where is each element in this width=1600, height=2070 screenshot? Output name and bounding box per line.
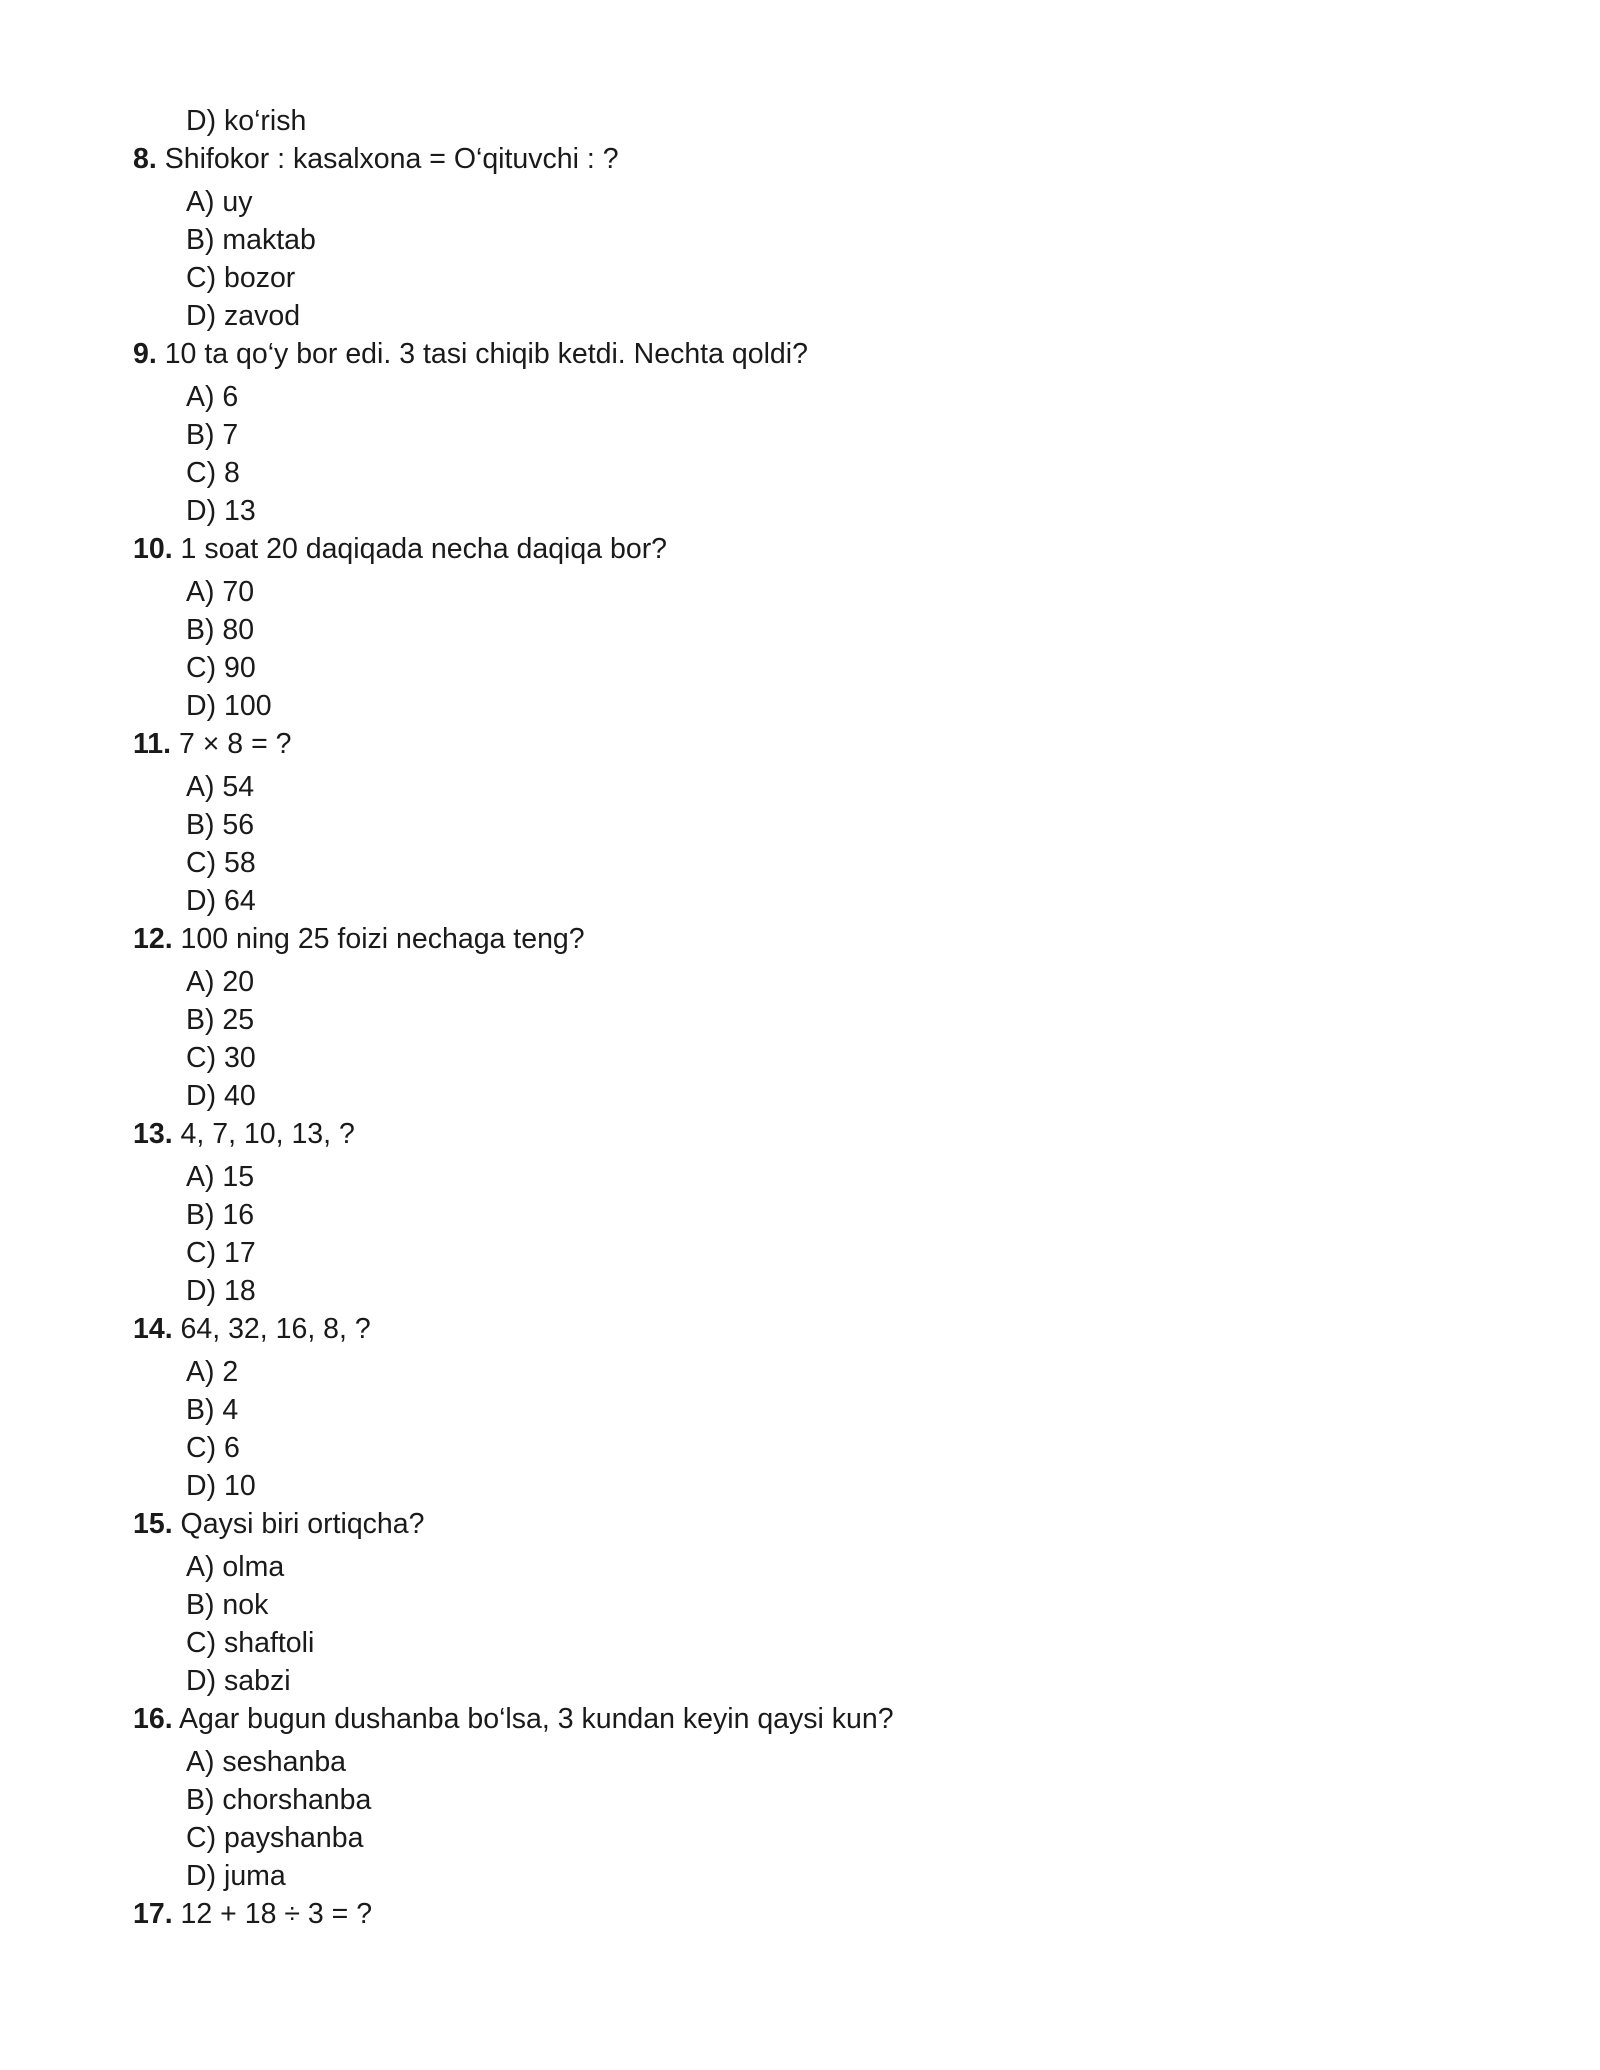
document-page xyxy=(0,102,1600,1938)
option-item: B) 25 xyxy=(186,1004,255,1036)
option-item: B) nok xyxy=(186,1589,269,1621)
question-prompt: 10 ta qo‘y bor edi. 3 tasi chiqib ketdi. Nechta qoldi? xyxy=(164,338,808,370)
question-block xyxy=(0,1700,1600,1895)
option-item: A) 54 xyxy=(186,771,255,803)
option-item: B) 56 xyxy=(186,809,255,841)
option-item: B) 80 xyxy=(186,614,255,646)
option-item: B) 7 xyxy=(186,419,239,451)
question-prompt: Shifokor : kasalxona = O‘qituvchi : ? xyxy=(164,143,619,175)
option-item: D) 10 xyxy=(186,1470,256,1502)
question-text xyxy=(0,920,1600,958)
question-prompt: Qaysi biri ortiqcha? xyxy=(180,1508,425,1540)
option-item: A) olma xyxy=(186,1551,285,1583)
question-number: 9. xyxy=(133,338,157,370)
option-item: C) 30 xyxy=(186,1042,256,1074)
option-item: A) 70 xyxy=(186,576,255,608)
option-item: B) chorshanba xyxy=(186,1784,372,1816)
question-prompt: 4, 7, 10, 13, ? xyxy=(180,1118,355,1150)
question-number: 11. xyxy=(133,728,172,760)
question-block xyxy=(0,530,1600,725)
option-list xyxy=(0,963,1600,1115)
option-list xyxy=(0,768,1600,920)
option-list xyxy=(0,183,1600,335)
question-prompt: 64, 32, 16, 8, ? xyxy=(180,1313,371,1345)
question-number: 17. xyxy=(133,1898,173,1930)
question-number: 16. xyxy=(133,1703,173,1735)
option-item: A) 2 xyxy=(186,1356,239,1388)
question-block xyxy=(0,920,1600,1115)
option-item: C) 8 xyxy=(186,457,240,489)
option-item: A) 15 xyxy=(186,1161,255,1193)
option-item: C) payshanba xyxy=(186,1822,364,1854)
question-number: 13. xyxy=(133,1118,173,1150)
question-block xyxy=(0,1895,1600,1933)
option-item: D) juma xyxy=(186,1860,286,1892)
question-text xyxy=(0,140,1600,178)
option-item: D) ko‘rish xyxy=(186,105,307,137)
question-text xyxy=(0,335,1600,373)
question-text xyxy=(0,1700,1600,1738)
question-block xyxy=(0,725,1600,920)
question-text xyxy=(0,1310,1600,1348)
option-item: C) 90 xyxy=(186,652,256,684)
question-text xyxy=(0,725,1600,763)
option-item: D) 13 xyxy=(186,495,256,527)
question-list xyxy=(0,140,1600,1933)
option-item: C) bozor xyxy=(186,262,296,294)
question-block xyxy=(0,335,1600,530)
option-item: A) 6 xyxy=(186,381,239,413)
option-item: D) 100 xyxy=(186,690,272,722)
question-prompt: Agar bugun dushanba bo‘lsa, 3 kundan keyin qaysi kun? xyxy=(178,1703,894,1735)
option-item: C) 58 xyxy=(186,847,256,879)
option-list xyxy=(0,573,1600,725)
question-number: 10. xyxy=(133,533,173,565)
option-item: C) 6 xyxy=(186,1432,240,1464)
option-item: D) zavod xyxy=(186,300,301,332)
option-item: B) 16 xyxy=(186,1199,255,1231)
question-number: 12. xyxy=(133,923,173,955)
option-list xyxy=(0,1158,1600,1310)
question-text xyxy=(0,1505,1600,1543)
option-item: A) uy xyxy=(186,186,253,218)
question-number: 15. xyxy=(133,1508,173,1540)
question-block xyxy=(0,1505,1600,1700)
option-item: A) 20 xyxy=(186,966,255,998)
question-text xyxy=(0,530,1600,568)
option-item: C) shaftoli xyxy=(186,1627,315,1659)
option-item: A) seshanba xyxy=(186,1746,347,1778)
option-list xyxy=(0,1548,1600,1700)
option-item: B) maktab xyxy=(186,224,316,256)
option-item: D) 40 xyxy=(186,1080,256,1112)
question-number: 8. xyxy=(133,143,157,175)
option-item: B) 4 xyxy=(186,1394,239,1426)
option-list xyxy=(0,1743,1600,1895)
option-item: C) 17 xyxy=(186,1237,256,1269)
question-prompt: 12 + 18 ÷ 3 = ? xyxy=(180,1898,373,1930)
option-item: D) 64 xyxy=(186,885,256,917)
option-item: D) 18 xyxy=(186,1275,256,1307)
question-block xyxy=(0,140,1600,335)
question-text xyxy=(0,1895,1600,1933)
question-block xyxy=(0,1310,1600,1505)
question-number: 14. xyxy=(133,1313,173,1345)
question-prompt: 1 soat 20 daqiqada necha daqiqa bor? xyxy=(180,533,668,565)
option-list xyxy=(0,378,1600,530)
option-item: D) sabzi xyxy=(186,1665,291,1697)
question-prompt: 7 × 8 = ? xyxy=(178,728,292,760)
question-text xyxy=(0,1115,1600,1153)
option-list xyxy=(0,1353,1600,1505)
question-block xyxy=(0,1115,1600,1310)
question-prompt: 100 ning 25 foizi nechaga teng? xyxy=(180,923,585,955)
